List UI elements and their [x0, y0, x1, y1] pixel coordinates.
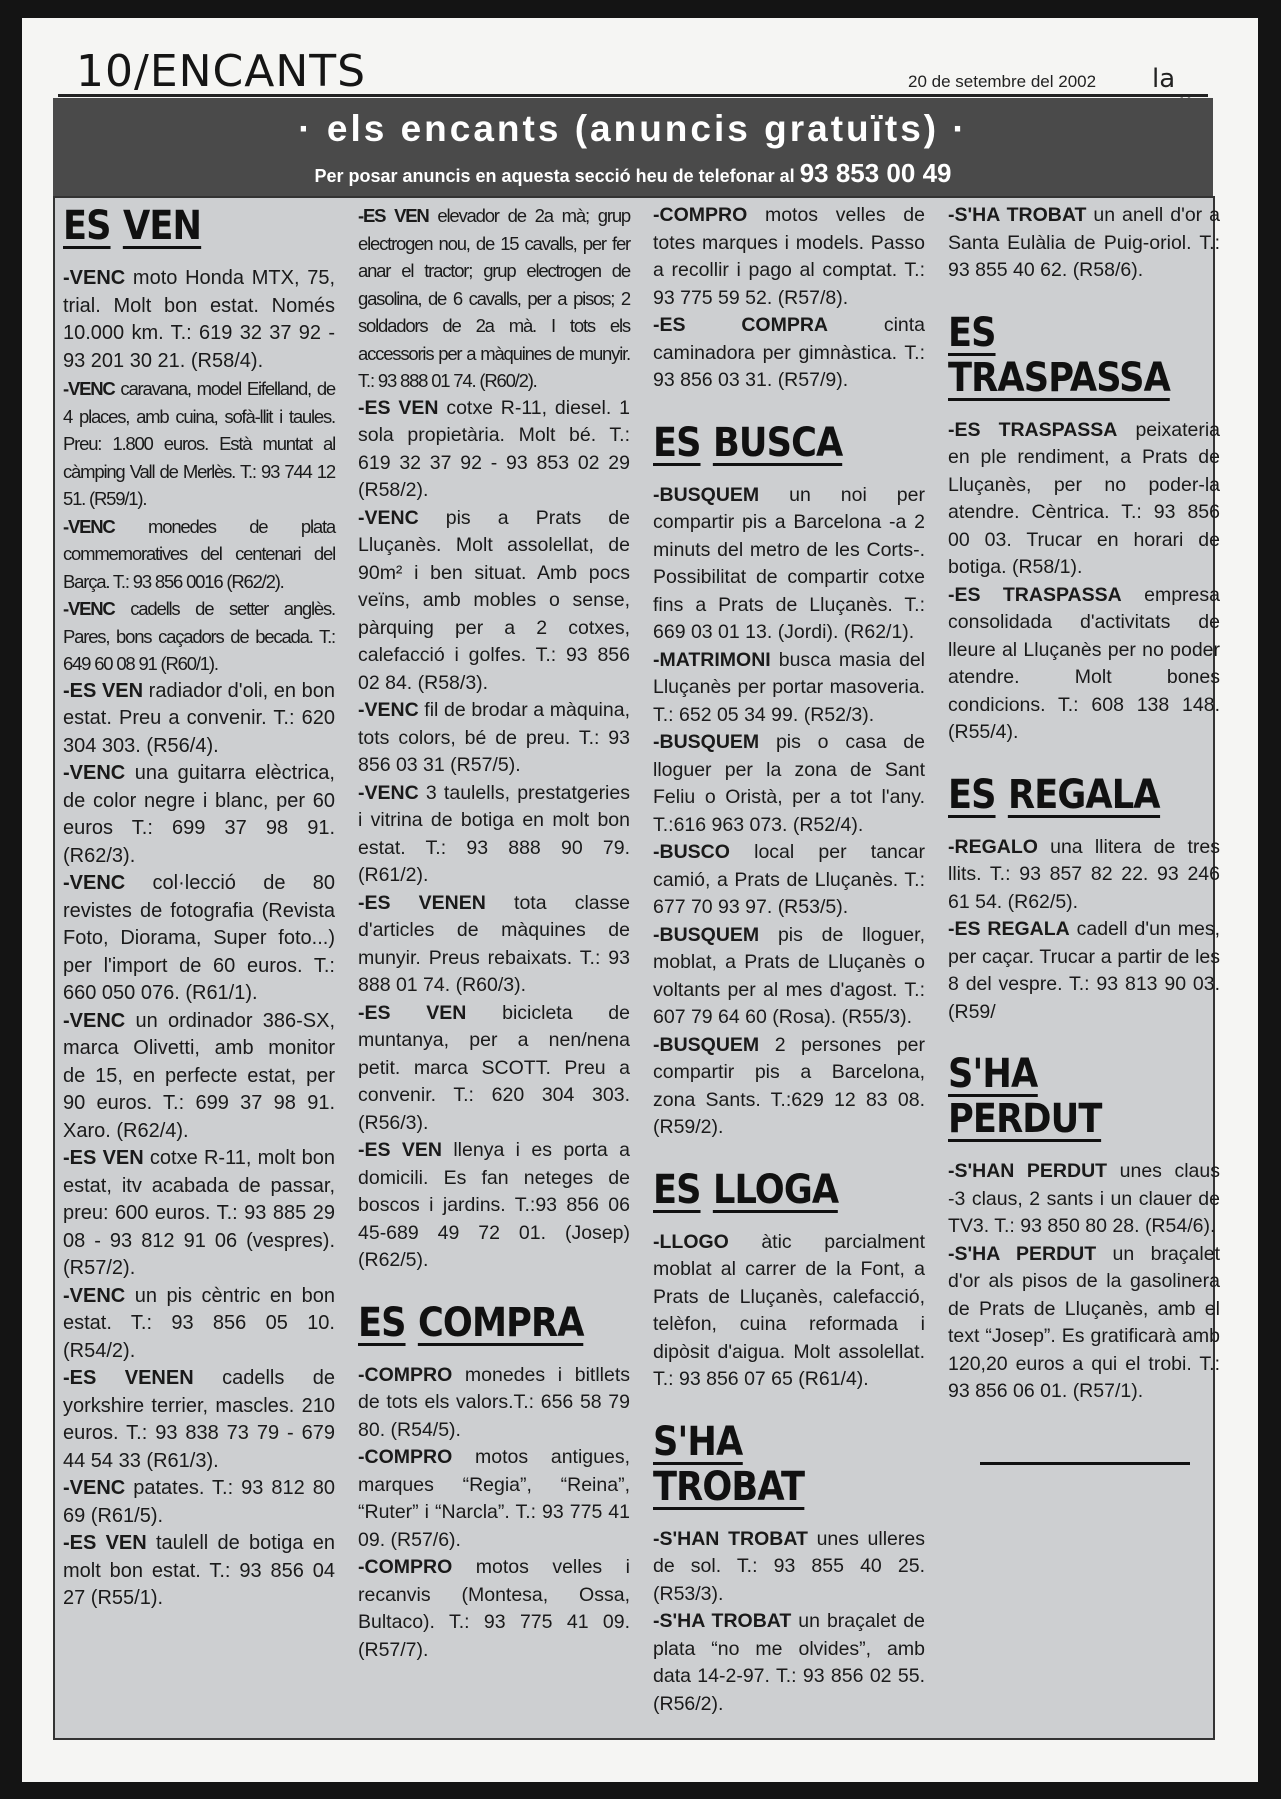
- issue-date: 20 de setembre del 2002: [908, 72, 1097, 91]
- ad-item: [948, 582, 1220, 747]
- ad-text: radiador d'oli, en bon estat. Preu a convenir. T.: 620 304 303. (R56/4).: [63, 679, 335, 757]
- ad-text: peixateria en ple rendiment, a Prats de Lluçanès, per no poder-la atendre. Cèntrica. T.: 93 856 00 03. Trucar en horari de botiga. (R58/1).: [948, 418, 1220, 578]
- ad-item: [948, 916, 1220, 1026]
- ad-text: un noi per compartir pis a Barcelona -a 2 minuts del metro de les Corts-. Possibilitat de compartir cotxe fins a Prats de Lluçanès. T.: 669 03 01 13. (Jordi). (R62/1).: [653, 483, 925, 643]
- ad-text: un ordinador 386-SX, marca Olivetti, amb monitor de 15, en perfecte estat, per 90 euros. T.: 699 37 98 91. Xaro. (R62/4).: [63, 1009, 335, 1142]
- ad-keyword: -ES VEN: [358, 205, 429, 226]
- ad-keyword: -VENC: [63, 267, 126, 289]
- ad-keyword: -VENC: [63, 1284, 126, 1307]
- ad-text: unes claus -3 claus, 2 sants i un clauer de TV3. T.: 93 850 80 28. (R54/6).: [948, 1160, 1220, 1237]
- ad-text: cadells de setter anglès. Pares, bons caçadors de becada. T.: 649 60 08 91 (R60/1).: [63, 598, 335, 674]
- ad-text: un pis cèntric en bon estat. T.: 93 856 05 10. (R54/2).: [63, 1284, 335, 1362]
- ad-item: [653, 1032, 925, 1142]
- newspaper-page: [22, 18, 1258, 1782]
- ad-text: unes ulleres de sol. T.: 93 855 40 25. (R53/3).: [653, 1527, 925, 1605]
- ad-keyword: -LLOGO: [653, 1230, 729, 1253]
- ad-text: tota classe d'articles de màquines de munyir. Preus rebaixats. T.: 93 888 01 74. (R60/3).: [358, 891, 630, 996]
- ad-text: un braçalet d'or als pisos de la gasolinera de Prats de Lluçanès, amb el text “Josep”. Es gratificarà amb 120,20 euros a qui el trobi. T.: 93 856 06 01. (R57/1).: [948, 1242, 1220, 1402]
- section-heading-es-regala: ES REGALA: [948, 771, 1160, 818]
- ad-item: [653, 647, 925, 730]
- ad-item: [63, 513, 335, 596]
- ad-item: [358, 505, 630, 698]
- ad-text: motos velles de totes marques i models. Passo a recollir i pago al comptat. T.: 93 775 59 52. (R57/8).: [653, 204, 925, 309]
- section-heading-sha-perdut: S'HAPERDUT: [948, 1051, 1102, 1142]
- ad-keyword: -BUSQUEM: [653, 1033, 760, 1056]
- ad-text: col·lecció de 80 revistes de fotografia (Revista Foto, Diorama, Super foto...) per l'import de 60 euros. T.: 660 050 076. (R61/1).: [63, 872, 335, 1004]
- ad-item: [948, 202, 1220, 285]
- section-heading-es-busca: ES BUSCA: [653, 419, 843, 466]
- ad-item: [63, 760, 335, 870]
- ad-item: [653, 922, 925, 1032]
- ad-keyword: -VENC: [63, 762, 126, 784]
- ad-item: [948, 1241, 1220, 1406]
- ad-keyword: -COMPRO: [358, 1363, 453, 1386]
- ad-item: [653, 839, 925, 922]
- ad-keyword: -VENC: [63, 378, 115, 399]
- ad-keyword: -ES VEN: [358, 1139, 442, 1161]
- ad-item: [358, 780, 630, 890]
- ad-keyword: -S'HA PERDUT: [948, 1242, 1097, 1265]
- ad-keyword: -ES VEN: [63, 1532, 147, 1554]
- ad-item: [358, 890, 630, 1000]
- ad-text: 2 persones per compartir pis a Barcelona, zona Sants. T.:629 12 83 08. (R59/2).: [653, 1033, 925, 1138]
- ad-keyword: -S'HA TROBAT: [653, 1610, 792, 1632]
- ad-text: local per tancar camió, a Prats de Lluçanès. T.: 677 70 93 97. (R53/5).: [653, 841, 925, 918]
- ad-item: [358, 202, 630, 395]
- ad-keyword: -COMPRO: [653, 204, 748, 226]
- ad-text: una guitarra elèctrica, de color negre i blanc, per 60 euros T.: 699 37 98 91. (R62/3).: [63, 762, 335, 867]
- ad-keyword: -ES VEN: [358, 1001, 467, 1024]
- ad-keyword: -VENC: [63, 598, 115, 619]
- banner-title: · els encants (anuncis gratuïts) ·: [298, 108, 968, 149]
- ad-text: pis o casa de lloguer per la zona de Sant Feliu o Oristà, per a tot l'any. T.:616 963 073. (R52/4).: [653, 731, 925, 836]
- ad-item: [63, 1530, 335, 1613]
- ad-item: [63, 678, 335, 761]
- ad-text: una llitera de tres llits. T.: 93 857 82 22. 93 246 61 54. (R62/5).: [948, 835, 1220, 913]
- ad-text: pis a Prats de Lluçanès. Molt assolellat, de 90m² i ben situat. Amb pocs veïns, amb mobles o sense, pàrquing per a 2 cotxes, calefacció i golfes. T.: 93 856 02 84. (R58/3).: [358, 506, 630, 694]
- ad-text: monedes i bitllets de tots els valors.T.: 656 58 79 80. (R54/5).: [358, 1363, 630, 1441]
- ad-item: [653, 202, 925, 312]
- ad-keyword: -ES VEN: [63, 1147, 144, 1169]
- ad-item: [358, 1444, 630, 1554]
- ad-item: [653, 729, 925, 839]
- column-3: [653, 202, 925, 1718]
- section-heading-es-ven: ES VEN: [63, 203, 202, 249]
- ad-keyword: -MATRIMONI: [653, 648, 771, 671]
- ad-text: un braçalet de plata “no me olvides”, amb data 14-2-97. T.: 93 856 02 55. (R56/2).: [653, 1610, 925, 1715]
- ad-text: motos velles i recanvis (Montesa, Ossa, Bultaco). T.: 93 775 41 09.(R57/7).: [358, 1556, 630, 1661]
- ad-keyword: -VENC: [358, 781, 419, 804]
- ad-item: [63, 870, 335, 1008]
- ad-text: motos antigues, marques “Regia”, “Reina”, “Ruter” i “Narcla”. T.: 93 775 41 09. (R57/6).: [358, 1446, 630, 1551]
- ad-text: cadell d'un mes, per caçar. Trucar a partir de les 8 del vespre. T.: 93 813 90 03. (R59/: [948, 918, 1220, 1023]
- section-heading-es-compra: ES COMPRA: [358, 1299, 584, 1346]
- ad-keyword: -ES VENEN: [63, 1367, 194, 1389]
- ad-keyword: -ES TRASPASSA: [948, 583, 1122, 606]
- ad-text: caravana, model Eifelland, de 4 places, amb cuina, sofà-llit i taules. Preu: 1.800 euros. Està muntat al càmping Vall de Merlès. T.: 93 744 12 51. (R59/1).: [63, 378, 335, 509]
- ad-keyword: -VENC: [63, 872, 126, 894]
- ad-keyword: -VENC: [63, 1477, 126, 1499]
- ad-item: [948, 417, 1220, 582]
- ad-text: llenya i es porta a domicili. Es fan neteges de boscos i jardins. T.:93 856 06 45-689 49 72 01. (Josep) (R62/5).: [358, 1139, 630, 1271]
- ad-keyword: -VENC: [358, 506, 419, 529]
- classifieds-content: [53, 196, 1220, 1740]
- ad-item: [358, 1000, 630, 1138]
- ad-item: [358, 1362, 630, 1445]
- ad-text: busca masia del Lluçanès per portar masoveria. T.: 652 05 34 99. (R52/3).: [653, 648, 925, 726]
- ad-keyword: -BUSQUEM: [653, 483, 760, 506]
- end-rule: [980, 1462, 1190, 1465]
- ad-item: [63, 1145, 335, 1283]
- ad-keyword: -BUSCO: [653, 841, 730, 863]
- page-header: [58, 38, 1208, 97]
- ad-item: [63, 1365, 335, 1475]
- column-2: [358, 202, 630, 1664]
- ad-keyword: -COMPRO: [358, 1556, 453, 1578]
- section-heading-sha-trobat: S'HATROBAT: [653, 1418, 805, 1510]
- ad-item: [653, 1229, 925, 1394]
- ad-item: [358, 697, 630, 780]
- ad-keyword: -VENC: [63, 1009, 126, 1032]
- ad-keyword: -COMPRO: [358, 1446, 453, 1468]
- ad-item: [653, 1608, 925, 1718]
- ad-item: [948, 1158, 1220, 1241]
- ad-keyword: -ES VENEN: [358, 891, 486, 914]
- column-1: [63, 202, 335, 1613]
- ad-text: elevador de 2a mà; grup electrogen nou, de 15 cavalls, per fer anar el tractor; grup electrogen de gasolina, de 6 cavalls, per a pisos; 2 soldadors de 2a mà. I tots els accessoris per a màquines de munyir. T.: 93 888 01 74. (R60/2).: [358, 205, 631, 391]
- ad-text: pis de lloguer, moblat, a Prats de Lluçanès o voltants per al mes d'agost. T.: 607 79 64 60 (Rosa). (R55/3).: [653, 923, 925, 1028]
- ad-text: cadells de yorkshire terrier, mascles. 210 euros. T.: 93 838 73 79 - 679 44 54 33 (R61/3).: [63, 1367, 335, 1472]
- ad-keyword: -VENC: [358, 699, 419, 721]
- ad-text: empresa consolidada d'activitats de lleure al Lluçanès per no poder atendre. Molt bones condicions. T.: 608 138 148. (R55/4).: [948, 583, 1220, 743]
- ad-keyword: -S'HAN PERDUT: [948, 1160, 1108, 1182]
- ad-text: monedes de plata commemoratives del centenari del Barça. T.: 93 856 0016 (R62/2).: [63, 515, 335, 592]
- section-heading-es-lloga: ES LLOGA: [653, 1166, 839, 1213]
- publication-name: la: [1152, 64, 1176, 94]
- ad-keyword: -ES VEN: [63, 679, 144, 702]
- ad-item: [63, 265, 335, 375]
- column-4: [948, 202, 1220, 1465]
- ad-item: [358, 395, 630, 505]
- ad-item: [63, 1475, 335, 1530]
- ad-keyword: -ES REGALA: [948, 918, 1070, 940]
- ad-text: 3 taulells, prestatgeries i vitrina de botiga en molt bon estat. T.: 93 888 90 79. (R61/2).: [358, 781, 630, 886]
- ad-text: cinta caminadora per gimnàstica. T.: 93 856 03 31. (R57/9).: [653, 314, 926, 391]
- ad-item: [63, 375, 335, 513]
- ad-text: un anell d'or a Santa Eulàlia de Puig-oriol. T.: 93 855 40 62. (R58/6).: [948, 204, 1220, 281]
- ad-item: [653, 1526, 925, 1609]
- banner-subtitle-text: Per posar anuncis en aquesta secció heu de telefonar al: [314, 166, 795, 186]
- ad-item: [653, 482, 925, 647]
- ad-item: [653, 312, 925, 395]
- ad-keyword: -VENC: [63, 515, 115, 537]
- ad-text: cotxe R-11, molt bon estat, itv acabada de passar, preu: 600 euros. T.: 93 885 29 08 - 93 812 91 06 (vespres). (R57/2).: [63, 1147, 335, 1279]
- ad-text: fil de brodar a màquina, tots colors, bé de preu. T.: 93 856 03 31 (R57/5).: [358, 699, 630, 776]
- ad-text: patates. T.: 93 812 80 69 (R61/5).: [63, 1477, 335, 1527]
- ad-text: moto Honda MTX, 75, trial. Molt bon estat. Només 10.000 km. T.: 619 32 37 92 - 93 201 30 21. (R58/4).: [63, 267, 335, 372]
- ad-keyword: -S'HA TROBAT: [948, 204, 1087, 226]
- ad-item: [358, 1137, 630, 1275]
- ad-text: taulell de botiga en molt bon estat. T.: 93 856 04 27 (R55/1).: [63, 1532, 336, 1609]
- ad-keyword: -ES TRASPASSA: [948, 418, 1118, 441]
- section-heading-es-traspassa: ESTRASPASSA: [948, 309, 1170, 401]
- ad-item: [63, 595, 335, 678]
- ad-item: [358, 1554, 630, 1664]
- ad-keyword: -ES COMPRA: [653, 314, 828, 336]
- ad-keyword: -REGALO: [948, 835, 1038, 858]
- ad-text: cotxe R-11, diesel. 1 sola propietària. Molt bé. T.: 619 32 37 92 - 93 853 02 29 (R58/2).: [358, 396, 630, 501]
- banner-phone: 93 853 00 49: [799, 158, 952, 188]
- section-banner: [53, 98, 1213, 196]
- ad-keyword: -S'HAN TROBAT: [653, 1527, 808, 1550]
- ad-text: àtic parcialment moblat al carrer de la Font, a Prats de Lluçanès, calefacció, telèfon, cuina reformada i dipòsit d'aigua. Molt assolellat. T.: 93 856 07 65 (R61/4).: [653, 1230, 925, 1390]
- ad-item: [63, 1283, 335, 1366]
- page-title: 10/ENCANTS: [76, 46, 367, 97]
- ad-item: [63, 1008, 335, 1146]
- ad-text: bicicleta de muntanya, per a nen/nena petit. marca SCOTT. Preu a convenir. T.: 620 304 303. (R56/3).: [358, 1001, 630, 1134]
- ad-keyword: -BUSQUEM: [653, 923, 760, 946]
- ad-keyword: -BUSQUEM: [653, 731, 760, 753]
- ad-item: [948, 834, 1220, 917]
- ad-keyword: -ES VEN: [358, 396, 439, 419]
- banner-subtitle: [53, 158, 1213, 189]
